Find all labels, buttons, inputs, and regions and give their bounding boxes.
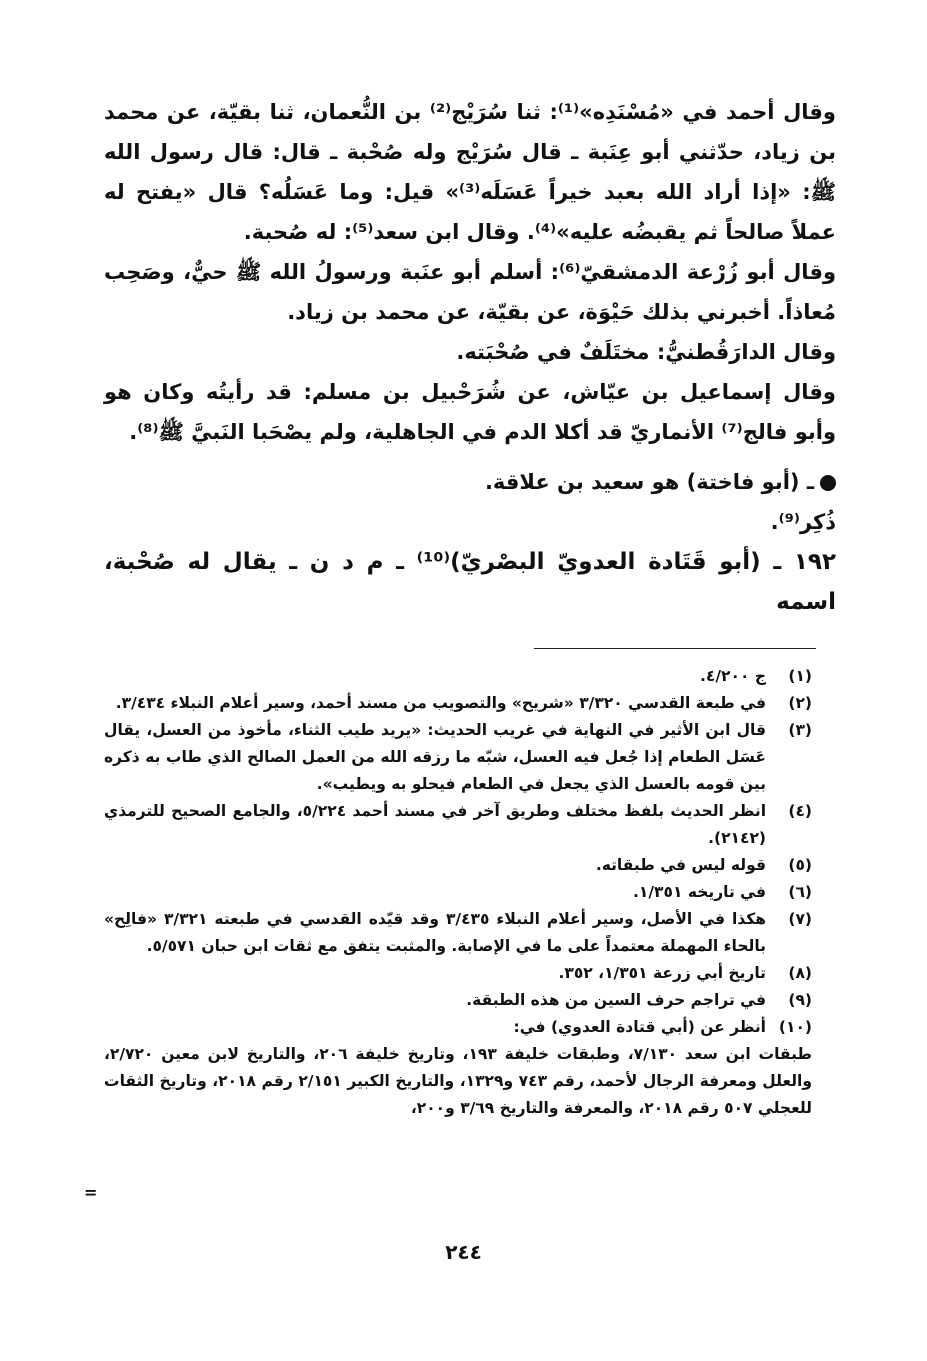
footnote-number: (١٠) xyxy=(778,1018,812,1036)
footnote-text: في طبعة القدسي ٣/٣٢٠ «شريح» والتصويب من مسند أحمد، وسير أعلام النبلاء ٣/٤٣٤. xyxy=(115,694,766,712)
entry-abu-qatada-title: ١٩٢ ـ (أبو قَتَادة العدويّ البصْريّ)⁽¹⁰⁾ ـ م د ن ـ يقال له صُحْبة، اسمه xyxy=(104,549,836,615)
footnote-number: (٩) xyxy=(788,991,812,1009)
paragraph-ahmad-musnad: وقال أحمد في «مُسْنَدِه»⁽¹⁾: ثنا سُرَيْج⁽²⁾ بن النُّعمان، ثنا بقيّة، عن محمد بن زياد، حدّثني أبو عِنَبة ـ قال سُرَيْج وله صُحْبة ـ قال: قال رسول الله ﷺ: «إذا أراد الله بعبد خيراً عَسَلَه⁽³⁾» قيل: وما عَسَلُه؟ قال «يفتح له عملاً صالحاً ثم يقبضُه عليه»⁽⁴⁾. وقال ابن سعد⁽⁵⁾: له صُحبة. xyxy=(104,100,836,244)
footnote-text: تاريخ أبي زرعة ١/٣٥١، ٣٥٢. xyxy=(558,964,766,982)
footnote-number: (٦) xyxy=(788,883,812,901)
footnote-text: ج ٤/٢٠٠. xyxy=(700,667,766,685)
footnote-number: (٤) xyxy=(788,802,812,820)
footnote xyxy=(104,798,812,852)
footnotes xyxy=(104,663,812,1122)
footnote xyxy=(104,987,812,1014)
footnote-text: قوله ليس في طبقاته. xyxy=(595,856,766,874)
footnote-text: في تاريخه ١/٣٥١. xyxy=(633,883,766,901)
footnote-text: انظر الحديث بلفظ مختلف وطريق آخر في مسند أحمد ٥/٢٢٤، والجامع الصحيح للترمذي (٢١٤٢). xyxy=(104,802,767,847)
main-text xyxy=(104,92,836,622)
bullet-icon xyxy=(820,475,836,491)
paragraph-daraqutni: وقال الدارَقُطنيُّ: مختَلَفٌ في صُحْبَته. xyxy=(456,340,836,364)
footnote-text: هكذا في الأصل، وسير أعلام النبلاء ٣/٤٣٥ وقد قيّده القدسي في طبعته ٣/٣٢١ «فالِح» بالحاء المهملة معتمداً على ما في الإصابة. والمثبت يتفق مع ثقات ابن حبان ٥/٥٧١. xyxy=(104,910,766,955)
footnote xyxy=(104,663,812,690)
footnote-number: (٥) xyxy=(788,856,812,874)
footnote-10-continuation: طبقات ابن سعد ٧/١٣٠، وطبقات خليفة ١٩٣، وتاريخ خليفة ٢٠٦، والتاريخ لابن معين ٢/٧٢٠، والعلل ومعرفة الرجال لأحمد، رقم ٧٤٣ و١٣٢٩، والتاريخ الكبير ٢/١٥١ رقم ٢٠١٨، وتاريخ الثقات للعجلي ٥٠٧ رقم ٢٠١٨، والمعرفة والتاريخ ٣/٦٩ و٢٠٠، xyxy=(104,1045,813,1117)
continuation-mark: = xyxy=(84,1183,98,1202)
footnote xyxy=(104,852,812,879)
footnote xyxy=(104,960,812,987)
footnote-number: (١) xyxy=(788,667,812,685)
entry-abu-fakhita xyxy=(104,462,836,502)
entry-abu-fakhita-note: ذُكِر⁽⁹⁾. xyxy=(770,510,836,534)
entry-abu-fakhita-text: ـ (أبو فاختة) هو سعيد بن علاقة. xyxy=(484,470,814,494)
footnote-text: أنظر عن (أبي قتادة العدوي) في: xyxy=(513,1018,766,1036)
footnote-number: (٧) xyxy=(788,910,812,928)
footnote-text: قال ابن الأثير في النهاية في غريب الحديث: «يريد طيب الثناء، مأخوذ من العسل، يقال عَسَل الطعام إذا جُعل فيه العسل، شبّه ما رزقه الله من العمل الصالح الذي طاب به ذكره بين قومه بالعسل الذي يجعل في الطعام فيحلو به ويطيب». xyxy=(104,721,766,793)
footnote xyxy=(104,717,812,798)
paragraph-ismail-ibn-ayyash: وقال إسماعيل بن عيّاش، عن شُرَحْبيل بن مسلم: قد رأيتُه وكان هو وأبو فالج⁽⁷⁾ الأنماريّ قد أكلا الدم في الجاهلية، ولم يصْحَبا النَبيَّ ﷺ⁽⁸⁾. xyxy=(104,380,836,444)
footnote xyxy=(104,906,812,960)
paragraph-abu-zura: وقال أبو زُرْعة الدمشقيّ⁽⁶⁾: أسلم أبو عنَبة ورسولُ الله ﷺ حيٌّ، وصَحِب مُعاذاً. أخبرني بذلك حَيْوَة، عن بقيّة، عن محمد بن زياد. xyxy=(104,260,836,324)
footnote xyxy=(104,879,812,906)
footnote-separator xyxy=(534,648,816,649)
footnote-number: (٣) xyxy=(788,721,812,739)
footnote xyxy=(104,690,812,717)
footnote-number: (٢) xyxy=(788,694,812,712)
page-number: ٢٤٤ xyxy=(445,1240,482,1264)
footnote-text: في تراجم حرف السين من هذه الطبقة. xyxy=(466,991,766,1009)
footnote xyxy=(104,1014,812,1041)
footnote-number: (٨) xyxy=(788,964,812,982)
